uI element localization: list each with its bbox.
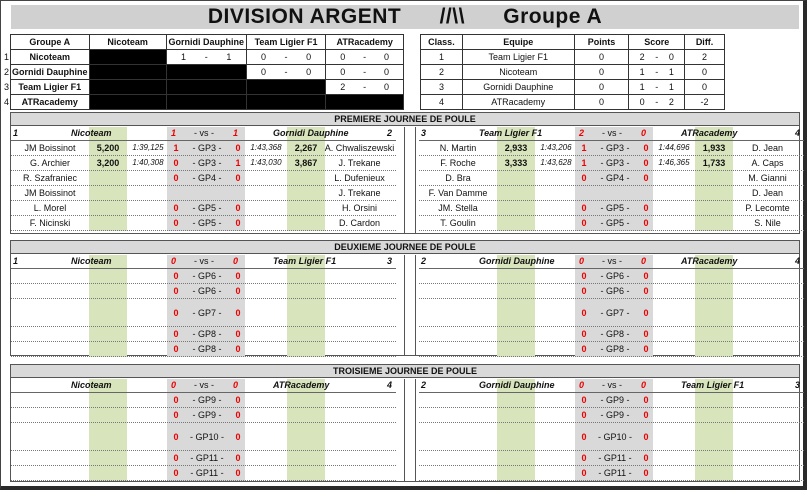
gp-score1[interactable]: 0 [581, 307, 587, 318]
results-matrix [10, 34, 404, 110]
gp-score1[interactable]: 0 [581, 395, 587, 405]
gp-label: - GP5 - [600, 218, 630, 228]
matrix-row-2: Gornidi Dauphine [11, 65, 90, 80]
player1-name[interactable]: T. Goulin [440, 218, 476, 228]
team1-number: 2 [421, 256, 427, 266]
matrix-col-2: Gornidi Dauphine [166, 35, 246, 50]
gp-score2[interactable]: 0 [235, 218, 241, 228]
match-header [419, 127, 804, 141]
match-header [11, 255, 396, 269]
player1-name[interactable]: JM Boissinot [24, 143, 76, 153]
player1-name[interactable]: F. Van Damme [428, 188, 488, 198]
match-row [419, 299, 804, 327]
player1-name[interactable]: N. Martin [439, 143, 477, 153]
matrix-row-1: Nicoteam [11, 50, 90, 65]
gp-score1[interactable]: 0 [173, 307, 179, 318]
section-title: PREMIERE JOURNEE DE POULE [11, 113, 799, 126]
gp-score2[interactable]: 0 [643, 143, 649, 153]
gp-label: - GP11 - [598, 453, 632, 463]
gp-score2[interactable]: 0 [235, 271, 241, 281]
gp-score1[interactable]: 0 [173, 468, 179, 478]
team1-score: 1 [171, 128, 177, 138]
team2-number: 4 [387, 380, 393, 390]
player1-time: 1:43,206 [540, 143, 572, 152]
player2-name[interactable]: D. Jean [751, 143, 784, 153]
gp-score1[interactable]: 0 [173, 344, 179, 354]
gp-score1[interactable]: 0 [173, 203, 179, 213]
match-header [11, 379, 396, 393]
player2-value[interactable]: 1,933 [702, 143, 726, 153]
match-row [11, 156, 396, 171]
gp-label: - GP5 - [192, 203, 222, 213]
team1-score: 0 [171, 380, 177, 390]
gp-label: - GP9 - [600, 395, 630, 405]
gp-score1[interactable]: 0 [581, 329, 587, 339]
gp-score1[interactable]: 0 [173, 431, 179, 442]
left-match[interactable] [11, 379, 396, 481]
player2-name[interactable]: M. Gianni [748, 173, 787, 183]
section-divider [404, 379, 416, 481]
matrix-cell[interactable]: 0 - 0 [246, 50, 326, 65]
gp-score2[interactable]: 0 [235, 410, 241, 420]
match-row [419, 393, 804, 408]
gp-score2[interactable]: 0 [643, 453, 649, 463]
gp-score2[interactable]: 0 [235, 344, 241, 354]
gp-score1[interactable]: 0 [173, 286, 179, 296]
match-row [419, 156, 804, 171]
gp-score1[interactable]: 1 [173, 143, 179, 153]
gp-label: - GP3 - [600, 143, 630, 153]
team2-score: 0 [233, 380, 239, 390]
vs-label: - vs - [602, 256, 622, 266]
standings-team: Team Ligier F1 [462, 50, 574, 65]
matrix-cell[interactable]: 0 - 0 [326, 65, 404, 80]
player2-value[interactable]: 3,867 [294, 158, 318, 168]
standings-score: 1 - 1 [629, 80, 685, 95]
gp-score2[interactable]: 1 [235, 158, 241, 168]
team2-name: Gornidi Dauphine [273, 128, 349, 138]
player1-name[interactable]: G. Archier [29, 158, 70, 168]
left-match[interactable] [11, 255, 396, 357]
player1-name[interactable]: JM Boissinot [24, 188, 76, 198]
gp-score1[interactable]: 0 [581, 468, 587, 478]
standings-diff: 2 [685, 50, 725, 65]
section-divider [404, 127, 416, 233]
gp-label: - GP6 - [600, 286, 630, 296]
team2-name: ATRacademy [681, 256, 738, 266]
matrix-cell[interactable]: 1 - 1 [166, 50, 246, 65]
standings-team: ATRacademy [462, 95, 574, 110]
player1-name[interactable]: F. Roche [440, 158, 476, 168]
gp-label: - GP8 - [192, 329, 222, 339]
standings-rank: 4 [421, 95, 463, 110]
standings-points: 0 [574, 50, 629, 65]
match-row [11, 216, 396, 231]
match-row [419, 284, 804, 299]
gp-score1[interactable]: 0 [581, 344, 587, 354]
standings-row [421, 50, 725, 65]
match-header [419, 379, 804, 393]
gp-score2[interactable]: 0 [643, 173, 649, 183]
gp-label: - GP4 - [192, 173, 222, 183]
team1-score: 0 [171, 256, 177, 266]
gp-score1[interactable]: 0 [581, 431, 587, 442]
match-row [419, 141, 804, 156]
gp-label: - GP8 - [192, 344, 222, 354]
player2-name[interactable]: D. Jean [751, 188, 784, 198]
standings-diff: 0 [685, 65, 725, 80]
match-row [11, 451, 396, 466]
match-row [419, 327, 804, 342]
player2-time: 1:46,365 [658, 158, 690, 167]
gp-label: - GP5 - [600, 203, 630, 213]
day2-section [10, 240, 800, 356]
matrix-row-3: Team Ligier F1 [11, 80, 90, 95]
day3-section [10, 364, 800, 482]
gp-label: - GP3 - [600, 158, 630, 168]
team1-name: Nicoteam [71, 380, 112, 390]
player2-name[interactable]: A. Chwaliszewski [324, 143, 395, 153]
standings-diff: -2 [685, 95, 725, 110]
team2-number: 3 [387, 256, 393, 266]
matrix-row-4: ATRacademy [11, 95, 90, 110]
matrix-cell-blank [89, 65, 166, 80]
team1-number: 3 [421, 128, 427, 138]
team1-name: Gornidi Dauphine [479, 380, 555, 390]
match-row [419, 408, 804, 423]
team2-name: ATRacademy [273, 380, 330, 390]
player2-name[interactable]: J. Trekane [338, 158, 381, 168]
match-row [11, 201, 396, 216]
player2-value[interactable]: 2,267 [294, 143, 318, 153]
matrix-cell-blank [166, 95, 246, 110]
gp-score1[interactable]: 0 [173, 410, 179, 420]
matrix-cell-blank [326, 95, 404, 110]
gp-score2[interactable]: 0 [235, 203, 241, 213]
matrix-col-3: Team Ligier F1 [246, 35, 326, 50]
standings-rank: 1 [421, 50, 463, 65]
section-title: TROISIEME JOURNEE DE POULE [11, 365, 799, 378]
gp-score2[interactable]: 0 [643, 307, 649, 318]
team1-number: 1 [13, 256, 19, 266]
gp-score2[interactable]: 0 [235, 286, 241, 296]
match-row [419, 186, 804, 201]
match-header [11, 127, 396, 141]
gp-label: - GP6 - [600, 271, 630, 281]
match-row [419, 201, 804, 216]
player1-time: 1:39,125 [132, 143, 164, 152]
gp-score1[interactable]: 0 [173, 271, 179, 281]
player2-time: 1:43,030 [250, 158, 282, 167]
gp-score1[interactable]: 0 [581, 286, 587, 296]
player2-name[interactable]: A. Caps [751, 158, 784, 168]
player1-name[interactable]: L. Morel [33, 203, 67, 213]
match-row [11, 342, 396, 357]
matrix-cell[interactable]: 0 - 0 [246, 65, 326, 80]
gp-score1[interactable]: 0 [581, 410, 587, 420]
standings-rank: 3 [421, 80, 463, 95]
gp-score2[interactable]: 0 [643, 286, 649, 296]
vs-label: - vs - [602, 380, 622, 390]
match-row [419, 269, 804, 284]
standings-score: 1 - 1 [629, 65, 685, 80]
gp-score1[interactable]: 0 [581, 453, 587, 463]
match-row [11, 284, 396, 299]
matrix-index-1: 1 [4, 52, 10, 62]
matrix-index-2: 2 [4, 67, 10, 77]
standings-row [421, 95, 725, 110]
gp-score1[interactable]: 0 [581, 173, 587, 183]
player1-name[interactable]: F. Nicinski [29, 218, 71, 228]
player1-name[interactable]: R. Szafraniec [22, 173, 78, 183]
player1-name[interactable]: D. Bra [445, 173, 471, 183]
player2-name[interactable]: P. Lecomte [745, 203, 790, 213]
gp-label: - GP11 - [598, 468, 632, 478]
matrix-cell-blank [246, 80, 326, 95]
gp-score2[interactable]: 0 [643, 329, 649, 339]
title-group: Groupe A [503, 5, 603, 28]
team1-number: 2 [421, 380, 427, 390]
match-row [11, 141, 396, 156]
team2-score: 0 [641, 380, 647, 390]
vs-label: - vs - [602, 128, 622, 138]
gp-score1[interactable]: 0 [581, 271, 587, 281]
matrix-cell[interactable]: 0 - 0 [326, 50, 404, 65]
match-row [419, 216, 804, 231]
team2-name: Team Ligier F1 [681, 380, 745, 390]
gp-score2[interactable]: 0 [235, 468, 241, 478]
standings-rank: 2 [421, 65, 463, 80]
standings-row [421, 65, 725, 80]
gp-label: - GP6 - [192, 271, 222, 281]
team2-name: ATRacademy [681, 128, 738, 138]
gp-score1[interactable]: 0 [173, 453, 179, 463]
gp-score2[interactable]: 0 [643, 431, 649, 442]
player2-name[interactable]: J. Trekane [338, 188, 381, 198]
right-match[interactable] [419, 255, 804, 357]
team1-score: 0 [579, 380, 585, 390]
gp-score2[interactable]: 0 [643, 410, 649, 420]
gp-score1[interactable]: 0 [581, 203, 587, 213]
player1-value[interactable]: 3,333 [504, 158, 528, 168]
gp-score1[interactable]: 0 [173, 218, 179, 228]
gp-label: - GP9 - [192, 410, 222, 420]
section-title: DEUXIEME JOURNEE DE POULE [11, 241, 799, 254]
gp-label: - GP11 - [190, 453, 224, 463]
gp-label: - GP10 - [597, 431, 632, 442]
gp-score1[interactable]: 0 [581, 218, 587, 228]
match-row [419, 342, 804, 357]
gp-label: - GP5 - [192, 218, 222, 228]
standings-score: 0 - 2 [629, 95, 685, 110]
gp-label: - GP11 - [190, 468, 224, 478]
player2-time: 1:44,696 [658, 143, 690, 152]
title-division: DIVISION ARGENT [207, 5, 402, 28]
standings-header-score: Score [629, 35, 685, 50]
matrix-col-4: ATRacademy [326, 35, 404, 50]
gp-score1[interactable]: 0 [173, 158, 179, 168]
gp-score2[interactable]: 0 [235, 173, 241, 183]
gp-label: - GP10 - [189, 431, 224, 442]
gp-score1[interactable]: 1 [581, 143, 587, 153]
team1-number: 1 [13, 128, 19, 138]
match-row [11, 393, 396, 408]
match-row [11, 327, 396, 342]
team1-name: Team Ligier F1 [479, 128, 543, 138]
right-match[interactable] [419, 127, 804, 231]
standings-team: Nicoteam [462, 65, 574, 80]
match-row [11, 269, 396, 284]
gp-label: - GP3 - [192, 158, 222, 168]
gp-score2[interactable]: 0 [643, 218, 649, 228]
player2-value[interactable]: 1,733 [702, 158, 726, 168]
match-row [11, 299, 396, 327]
gp-score1[interactable]: 0 [173, 329, 179, 339]
vs-label: - vs - [194, 128, 214, 138]
matrix-corner: Groupe A [11, 35, 90, 50]
gp-label: - GP9 - [192, 395, 222, 405]
player1-value[interactable]: 5,200 [96, 143, 120, 153]
player1-time: 1:40,308 [132, 158, 164, 167]
gp-score2[interactable]: 0 [235, 329, 241, 339]
gp-score2[interactable]: 0 [643, 158, 649, 168]
team2-number: 2 [387, 128, 393, 138]
player2-name[interactable]: D. Cardon [338, 218, 381, 228]
title-separator: //\\ [439, 5, 465, 28]
team1-name: Gornidi Dauphine [479, 256, 555, 266]
player2-name[interactable]: S. Nile [754, 218, 781, 228]
day1-section [10, 112, 800, 234]
gp-score2[interactable]: 0 [643, 203, 649, 213]
match-row [11, 423, 396, 451]
player2-time: 1:43,368 [250, 143, 282, 152]
player2-name[interactable]: H. Orsini [341, 203, 377, 213]
gp-label: - GP4 - [600, 173, 630, 183]
team2-score: 1 [233, 128, 239, 138]
gp-score1[interactable]: 1 [581, 158, 587, 168]
standings-header-points: Points [574, 35, 629, 50]
standings-table [420, 34, 725, 110]
gp-score2[interactable]: 0 [235, 143, 241, 153]
match-row [11, 466, 396, 481]
match-row [11, 408, 396, 423]
matrix-cell-blank [89, 95, 166, 110]
match-row [419, 423, 804, 451]
standings-header-class: Class. [421, 35, 463, 50]
gp-score1[interactable]: 0 [173, 173, 179, 183]
gp-score2[interactable]: 0 [235, 395, 241, 405]
match-row [419, 451, 804, 466]
team2-score: 0 [233, 256, 239, 266]
gp-score1[interactable]: 0 [173, 395, 179, 405]
matrix-cell-blank [246, 95, 326, 110]
matrix-cell[interactable]: 2 - 0 [326, 80, 404, 95]
vs-label: - vs - [194, 380, 214, 390]
team1-name: Nicoteam [71, 128, 112, 138]
gp-score2[interactable]: 0 [643, 344, 649, 354]
player2-name[interactable]: L. Dufenieux [334, 173, 385, 183]
gp-label: - GP9 - [600, 410, 630, 420]
team1-score: 2 [579, 128, 585, 138]
gp-label: - GP8 - [600, 344, 630, 354]
matrix-index-4: 4 [4, 97, 10, 107]
match-row [11, 186, 396, 201]
gp-label: - GP3 - [192, 143, 222, 153]
team2-name: Team Ligier F1 [273, 256, 337, 266]
standings-score: 2 - 0 [629, 50, 685, 65]
match-row [11, 171, 396, 186]
matrix-index-3: 3 [4, 82, 10, 92]
match-header [419, 255, 804, 269]
team2-score: 0 [641, 256, 647, 266]
page-title [11, 5, 799, 29]
player1-time: 1:43,628 [540, 158, 572, 167]
gp-score2[interactable]: 0 [643, 271, 649, 281]
player1-name[interactable]: JM. Stella [438, 203, 478, 213]
left-match[interactable] [11, 127, 396, 231]
standings-points: 0 [574, 65, 629, 80]
standings-header-diff: Diff. [685, 35, 725, 50]
gp-score2[interactable]: 0 [643, 468, 649, 478]
gp-score2[interactable]: 0 [235, 431, 241, 442]
matrix-cell-blank [89, 50, 166, 65]
gp-label: - GP8 - [600, 329, 630, 339]
team2-score: 0 [641, 128, 647, 138]
gp-label: - GP7 - [600, 307, 630, 318]
gp-score2[interactable]: 0 [235, 307, 241, 318]
team2-number: 3 [795, 380, 801, 390]
gp-label: - GP7 - [192, 307, 222, 318]
team1-score: 0 [579, 256, 585, 266]
matrix-cell-blank [89, 80, 166, 95]
player1-value[interactable]: 3,200 [96, 158, 120, 168]
standings-row [421, 80, 725, 95]
vs-label: - vs - [194, 256, 214, 266]
standings-points: 0 [574, 80, 629, 95]
standings-team: Gornidi Dauphine [462, 80, 574, 95]
matrix-col-1: Nicoteam [89, 35, 166, 50]
gp-score2[interactable]: 0 [643, 395, 649, 405]
standings-header-team: Equipe [462, 35, 574, 50]
team2-number: 4 [795, 128, 801, 138]
matrix-cell-blank [166, 80, 246, 95]
player1-value[interactable]: 2,933 [504, 143, 528, 153]
standings-points: 0 [574, 95, 629, 110]
standings-diff: 0 [685, 80, 725, 95]
match-row [419, 171, 804, 186]
right-match[interactable] [419, 379, 804, 481]
team2-number: 4 [795, 256, 801, 266]
team1-name: Nicoteam [71, 256, 112, 266]
gp-score2[interactable]: 0 [235, 453, 241, 463]
gp-label: - GP6 - [192, 286, 222, 296]
match-row [419, 466, 804, 481]
section-divider [404, 255, 416, 355]
matrix-cell-blank [166, 65, 246, 80]
